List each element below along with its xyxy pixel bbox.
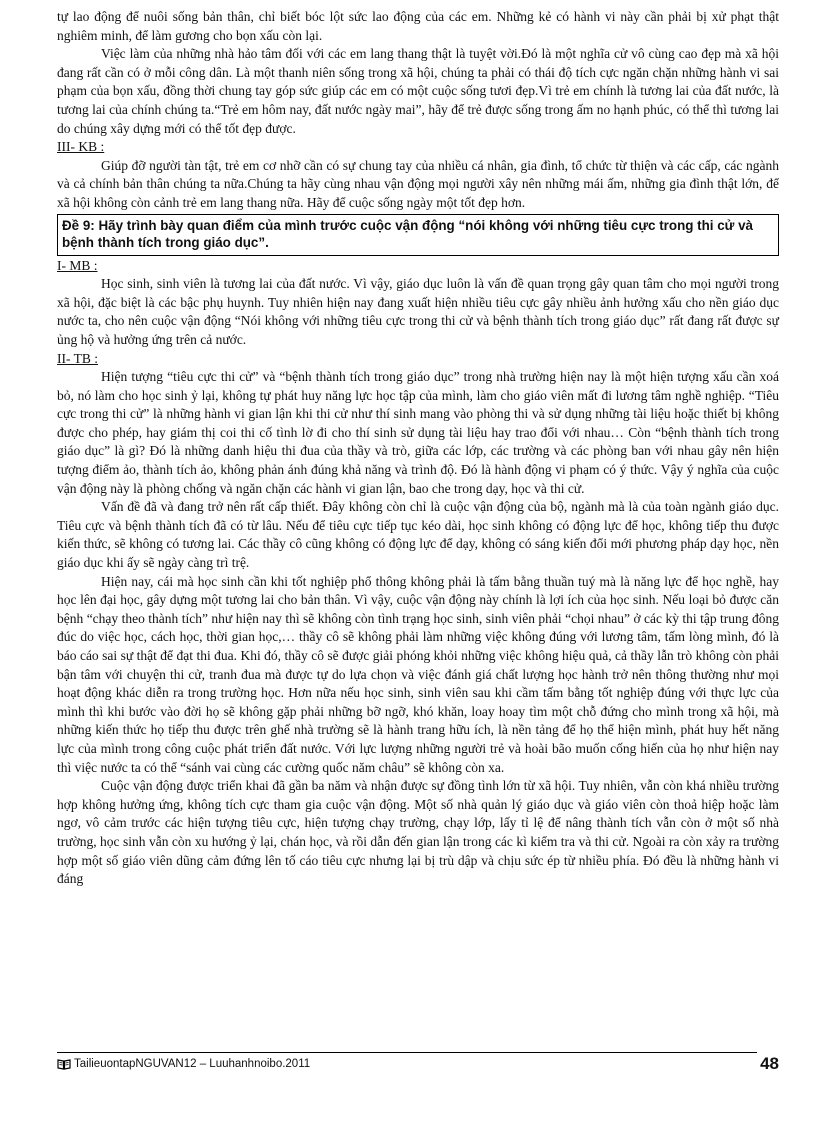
paragraph: Học sinh, sinh viên là tương lai của đất nước. Vì vậy, giáo dục luôn là vấn đề quan trọng gây quan tâm cho mọi người trong xã hội, đặc biệt là các bậc phụ huynh. Tuy nhiên hiện nay đang xuất hiện nhiều tiêu cực gây nhiều ảnh hưởng xấu cho nền giáo dục nước ta, cho nên cuộc vận động “Nói không với những tiêu cực trong thi cử và bệnh thành tích trong giáo dục” rất đang rất được sự ủng hộ và hưởng ứng trên cả nước. xyxy=(57,276,779,347)
paragraph: Vấn đề đã và đang trở nên rất cấp thiết. Đây không còn chỉ là cuộc vận động của bộ, ngành mà là của toàn ngành giáo dục. Tiêu cực và bệnh thành tích đã có từ lâu. Nếu để tiêu cực tiếp tục kéo dài, học sinh không có động lực để học, không tiếp thu được kiến thức, sẽ không có tương lai. Các thầy cô cũng không có động lực để dạy, không có sáng kiến đổi mới phương pháp dạy học, nền giáo dục khi ấy sẽ ngày càng trì trệ. xyxy=(57,499,779,571)
page-footer xyxy=(57,1052,779,1078)
page-number: 48 xyxy=(760,1054,779,1073)
section-heading-mb: I- MB : xyxy=(57,257,98,273)
paragraph: Hiện tượng “tiêu cực thi cử” và “bệnh thành tích trong giáo dục” trong nhà trường hiện nay là một hiện tượng xấu cần xoá bỏ, nó làm cho học sinh ỷ lại, không tự phát huy năng lực học tập của mình, làm cho giáo viên mất đi lương tâm nghề nghiệp. “Tiêu cực trong thi cử” là những hành vi gian lận khi thi cử như thí sinh mang vào phòng thi và sử dụng những tài liệu hoặc thiết bị không được cho phép, hay giám thị coi thi cố tình lờ đi cho thí sinh sử dụng tài liệu hay trao đổi với nhau… Còn “bệnh thành tích trong giáo dục” là gì? Đó là những danh hiệu thi đua của thầy và trò, giữa các lớp, các trường và các phòng ban với nhau gây nên hiện tượng điểm ảo, thành tích ảo, không phản ánh đúng khả năng và trình độ. Đó là hành động vi phạm có ý thức. Vậy ý nghĩa của cuộc vận động này là phòng chống và ngăn chặn các hành vi gian lận, bao che trong dạy, học và thi cử. xyxy=(57,369,779,496)
footer-divider xyxy=(57,1052,757,1053)
section-heading-tb: II- TB : xyxy=(57,350,98,366)
paragraph: Giúp đỡ người tàn tật, trẻ em cơ nhỡ cần có sự chung tay của nhiều cá nhân, gia đình, tổ chức từ thiện và các cấp, các ngành và cả chính bản thân chúng ta nữa.Chúng ta hãy cùng nhau vận động mọi người xây nên những mái ấm, những gia đình thật lớn, để xã hội không còn cảnh trẻ em lang thang nữa. Hãy để cuộc sống ngày một tốt đẹp hơn. xyxy=(57,157,779,210)
topic-box: Đề 9: Hãy trình bày quan điểm của mình trước cuộc vận động “nói không với những tiêu cực trong thi cử và bệnh thành tích trong giáo dục”. xyxy=(57,214,779,256)
footer-text: TailieuontapNGUVAN12 – Luuhanhnoibo.2011 xyxy=(74,1058,311,1070)
document-page xyxy=(57,0,779,889)
paragraph: Hiện nay, cái mà học sinh cần khi tốt nghiệp phổ thông không phải là tấm bằng thuần tuý mà là năng lực để học nghề, hay học lên đại học, gây dựng một tương lai cho bản thân. Vì vậy, cuộc vận động này chính là lợi ích của học sinh. Nếu loại bỏ được căn bệnh “chạy theo thành tích” như hiện nay thì sẽ không còn tình trạng học sinh, sinh viên phải “chọi nhau” ở các kỳ thi tập trung đông đúc do việc học, cách học, thời gian học,… thầy cô sẽ không phải làm những việc không đúng với lương tâm, tấm lòng mình, đó là báo cáo sai sự thật để đạt thi đua. Khi đó, thầy cô sẽ được giải phóng khỏi những việc không hiệu quả, cả thầy lẫn trò không còn phải bận tâm với chuyện thi cử, tranh đua mà được tự do lựa chọn và việc đánh giá chất lượng học hành trở nên thông thường như mọi hoạt động khác diễn ra trong trường học. Hơn nữa nếu học sinh, sinh viên sau khi cầm tấm bằng tốt nghiệp đúng với thực lực của mình thì khi bước vào đời họ sẽ không gặp phải những bỡ ngỡ, khó khăn, loay hoay tìm một chỗ đứng cho mình trong xã hội, mà những kiến thức họ tiếp thu được trên ghế nhà trường sẽ là hành trang hữu ích, là nền tảng để họ thể hiện mình, phát huy hết năng lực của mình trong công cuộc phát triển đất nước. Với lực lượng những người trẻ và hoài bão muốn cống hiến của họ như hiện nay thì việc nước ta có thể “sánh vai cùng các cường quốc năm châu” sẽ không còn xa. xyxy=(57,573,779,775)
paragraph: Việc làm của những nhà hảo tâm đối với các em lang thang thật là tuyệt vời.Đó là một nghĩa cử vô cùng cao đẹp mà xã hội đang rất cần có ở mỗi công dân. Là một thanh niên sống trong xã hội, chúng ta phải có thái độ tích cực ngăn chặn những hành vi sai phạm của bọn xấu, đồng thời chung tay góp sức giúp các em có một cuộc sống tươi đẹp.Vì trẻ em chính là tương lai của đất nước, là tương lai của chính chúng ta.“Trẻ em hôm nay, đất nước ngày mai”, hãy để trẻ được sống trong ấm no hạnh phúc, có thể thì tương lai do chúng xây dựng mới có thể tốt đẹp được. xyxy=(57,46,779,136)
footer-source xyxy=(57,1058,310,1070)
paragraph: Cuộc vận động được triển khai đã gần ba năm và nhận được sự đồng tình lớn từ xã hội. Tuy nhiên, vẫn còn khá nhiều trường hợp không hưởng ứng, không tích cực tham gia cuộc vận động. Một số nhà quản lý giáo dục và giáo viên còn thoả hiệp hoặc làm ngơ, vô cảm trước các hiện tượng tiêu cực, hiện tượng chạy trường, chạy lớp, lấy tỉ lệ để nâng thành tích vẫn còn ở một số nhà trường, học sinh vẫn còn xu hướng ỷ lại, chán học, và rồi dẫn đến gian lận trong các kì kiểm tra và thi cử. Ngoài ra còn xảy ra trường hợp một số giáo viên dũng cảm đứng lên tố cáo tiêu cực nhưng lại bị trù dập và chịu sức ép từ nhiều phía. Đó đều là những hành vi đáng xyxy=(57,778,779,887)
section-heading-kb: III- KB : xyxy=(57,139,105,155)
book-icon xyxy=(57,1059,71,1070)
paragraph: tự lao động để nuôi sống bản thân, chỉ biết bóc lột sức lao động của các em. Những kẻ có hành vi này cần phải bị xử phạt thật nghiêm minh, để làm gương cho bọn xấu còn lại. xyxy=(57,9,779,43)
